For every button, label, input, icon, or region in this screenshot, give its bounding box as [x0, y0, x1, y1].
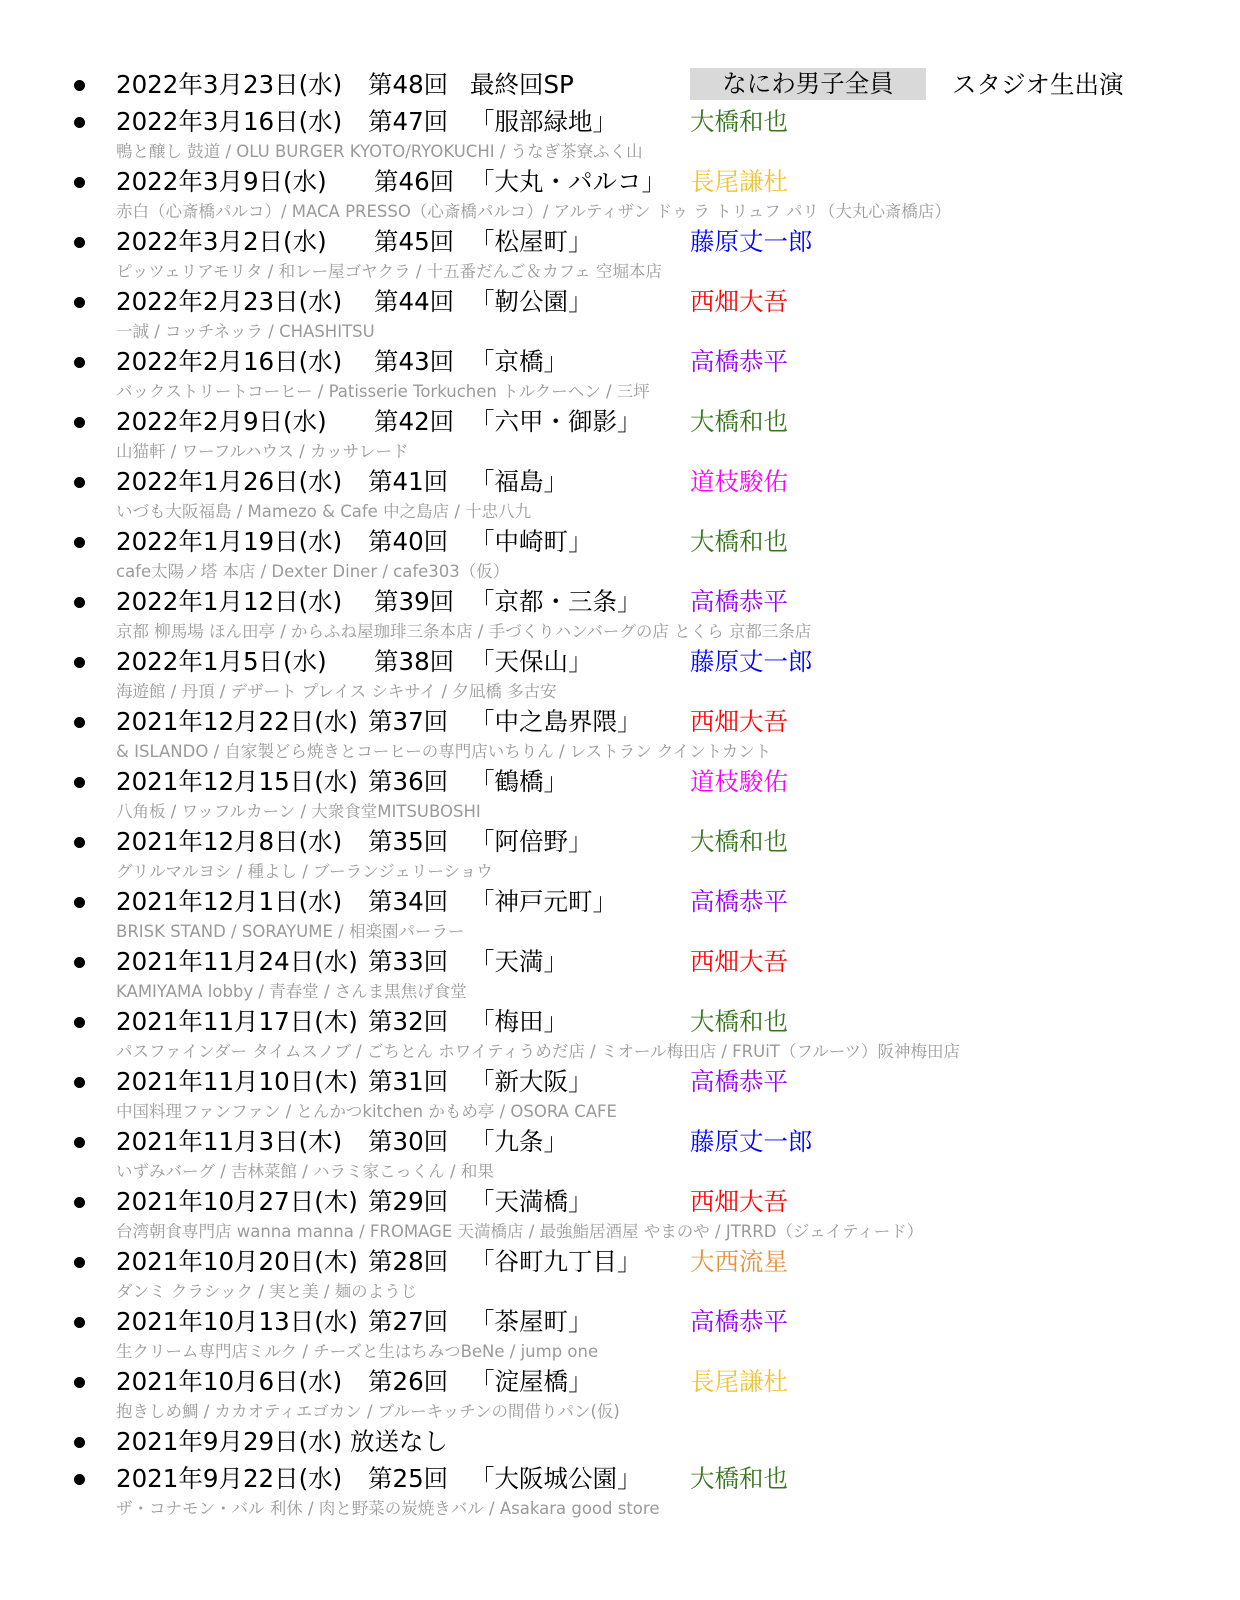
episode-number: 第29回 — [368, 1187, 449, 1216]
episode-main-line — [0, 163, 1240, 200]
bullet-icon — [74, 297, 85, 308]
episode-date: 2021年12月15日(水) — [116, 767, 358, 796]
episode-number: 第45回 — [374, 227, 455, 256]
episode-topic: 「九条」 — [470, 1127, 568, 1156]
episode-member: 長尾謙杜 — [690, 167, 788, 196]
bullet-icon — [74, 117, 85, 128]
episode-topic: 「中之島界隈」 — [470, 707, 642, 736]
episode-main-line — [0, 1123, 1240, 1160]
bullet-icon — [74, 1017, 85, 1028]
episode-topic: 「天満橋」 — [470, 1187, 593, 1216]
shop-list: 台湾朝食専門店 wanna manna / FROMAGE 天満橋店 / 最強鮨居酒屋 やまのや / JTRRD（ジェイティード） — [116, 1222, 924, 1241]
shop-list: & ISLANDO / 自家製どら焼きとコーヒーの専門店いちりん / レストラン クイントカント — [116, 742, 772, 761]
bullet-icon — [74, 837, 85, 848]
episode-main-line — [0, 283, 1240, 320]
episode-main-line — [0, 523, 1240, 560]
episode-topic: 「靭公園」 — [470, 287, 593, 316]
episode-number: 第41回 — [368, 467, 449, 496]
episode-topic: 最終回SP — [470, 70, 574, 99]
episode-member: 西畑大吾 — [690, 287, 788, 316]
episode-number: 第30回 — [368, 1127, 449, 1156]
episode-topic: 「淀屋橋」 — [470, 1367, 593, 1396]
episode-topic: 「六甲・御影」 — [470, 407, 642, 436]
episode-number: 第42回 — [374, 407, 455, 436]
episode-entry — [0, 1183, 1240, 1243]
episode-member: 西畑大吾 — [690, 707, 788, 736]
episode-date: 2022年3月16日(水) — [116, 107, 343, 136]
shop-list: ピッツェリアモリタ / 和レー屋ゴヤクラ / 十五番だんご＆カフェ 空堀本店 — [116, 262, 663, 281]
episode-member: 大橋和也 — [690, 107, 788, 136]
episode-entry — [0, 66, 1240, 103]
episode-main-line — [0, 583, 1240, 620]
episode-date: 2022年3月9日(水) — [116, 167, 327, 196]
episode-number: 第27回 — [368, 1307, 449, 1336]
episode-member: 高橋恭平 — [690, 347, 788, 376]
episode-topic: 「谷町九丁目」 — [470, 1247, 642, 1276]
bullet-icon — [74, 957, 85, 968]
bullet-icon — [74, 80, 85, 91]
shop-list: 赤白（心斎橋パルコ）/ MACA PRESSO（心斎橋パルコ）/ アルティザン ドゥ ラ トリュフ パリ（大丸心斎橋店） — [116, 202, 951, 221]
bullet-icon — [74, 1474, 85, 1485]
episode-number: 第38回 — [374, 647, 455, 676]
shop-list: 生クリーム専門店ミルク / チーズと生はちみつBeNe / jump one — [116, 1342, 599, 1361]
episode-number: 第48回 — [368, 70, 449, 99]
episode-entry — [0, 523, 1240, 583]
episode-topic: 「福島」 — [470, 467, 568, 496]
episode-number: 第28回 — [368, 1247, 449, 1276]
shop-list: パスファインダー タイムスノブ / ごちとん ホワイティうめだ店 / ミオール梅田店 / FRUiT（フルーツ）阪神梅田店 — [116, 1042, 961, 1061]
episode-main-line — [0, 403, 1240, 440]
episode-date: 2021年12月22日(水) — [116, 707, 358, 736]
episode-number: 第25回 — [368, 1464, 449, 1493]
episode-date: 2021年11月17日(木) — [116, 1007, 358, 1036]
episode-main-line — [0, 943, 1240, 980]
episode-entry — [0, 1123, 1240, 1183]
episode-number: 第40回 — [368, 527, 449, 556]
episode-member: 高橋恭平 — [690, 887, 788, 916]
episode-date: 2022年1月12日(水) — [116, 587, 343, 616]
bullet-icon — [74, 597, 85, 608]
episode-entry — [0, 763, 1240, 823]
bullet-icon — [74, 177, 85, 188]
episode-entry — [0, 283, 1240, 343]
episode-entry — [0, 583, 1240, 643]
episode-main-line — [0, 1243, 1240, 1280]
episode-main-line — [0, 703, 1240, 740]
bullet-icon — [74, 1437, 85, 1448]
episode-member: 藤原丈一郎 — [690, 227, 813, 256]
episode-topic: 「阿倍野」 — [470, 827, 593, 856]
shop-list: 鴨と醸し 鼓道 / OLU BURGER KYOTO/RYOKUCHI / うなぎ茶寮ふく山 — [116, 142, 643, 161]
episode-number: 第36回 — [368, 767, 449, 796]
episode-number: 第37回 — [368, 707, 449, 736]
bullet-icon — [74, 1257, 85, 1268]
bullet-icon — [74, 1317, 85, 1328]
episode-entry — [0, 1003, 1240, 1063]
episode-topic: 「天満」 — [470, 947, 568, 976]
shop-list: KAMIYAMA lobby / 青春堂 / さんま黒焦げ食堂 — [116, 982, 467, 1001]
episode-main-line — [0, 1063, 1240, 1100]
episode-main-line — [0, 1423, 1240, 1460]
episode-member: 道枝駿佑 — [690, 767, 788, 796]
episode-entry — [0, 223, 1240, 283]
episode-main-line — [0, 343, 1240, 380]
episode-main-line — [0, 1363, 1240, 1400]
episode-entry — [0, 1423, 1240, 1460]
episode-topic: 「新大阪」 — [470, 1067, 593, 1096]
episode-topic: 「鶴橋」 — [470, 767, 568, 796]
episode-topic: 「大阪城公園」 — [470, 1464, 642, 1493]
episode-number: 第39回 — [374, 587, 455, 616]
episode-date: 2022年1月19日(水) — [116, 527, 343, 556]
episode-number: 第43回 — [374, 347, 455, 376]
episode-main-line — [0, 66, 1240, 103]
bullet-icon — [74, 417, 85, 428]
episode-main-line — [0, 463, 1240, 500]
episode-date: 2021年11月10日(木) — [116, 1067, 358, 1096]
bullet-icon — [74, 1197, 85, 1208]
episode-number: 第32回 — [368, 1007, 449, 1036]
episode-date: 2021年9月22日(水) — [116, 1464, 343, 1493]
episode-topic: 「梅田」 — [470, 1007, 568, 1036]
episode-entry — [0, 463, 1240, 523]
episode-main-line — [0, 1303, 1240, 1340]
episode-date: 2022年2月23日(水) — [116, 287, 343, 316]
episode-number: 第26回 — [368, 1367, 449, 1396]
episode-entry — [0, 343, 1240, 403]
episode-member: 大西流星 — [690, 1247, 788, 1276]
episode-date: 2021年10月27日(木) — [116, 1187, 358, 1216]
episode-main-line — [0, 643, 1240, 680]
episode-number: 第44回 — [374, 287, 455, 316]
episode-date: 2021年11月3日(木) — [116, 1127, 343, 1156]
episode-entry — [0, 943, 1240, 1003]
episode-date: 2021年12月1日(水) — [116, 887, 343, 916]
episode-entry — [0, 1460, 1240, 1520]
shop-list: いづも大阪福島 / Mamezo & Cafe 中之島店 / 十忠八九 — [116, 502, 532, 521]
episode-member: 道枝駿佑 — [690, 467, 788, 496]
bullet-icon — [74, 477, 85, 488]
episode-date: 2022年1月5日(水) — [116, 647, 327, 676]
shop-list: グリルマルヨシ / 種よし / ブーランジェリーショウ — [116, 862, 493, 881]
episode-member: 大橋和也 — [690, 527, 788, 556]
bullet-icon — [74, 657, 85, 668]
shop-list: 抱きしめ鯛 / カカオティエゴカン / ブルーキッチンの間借りパン(仮) — [116, 1402, 620, 1421]
episode-member: なにわ男子全員 — [690, 68, 926, 100]
episode-list — [0, 66, 1240, 1520]
episode-member: 高橋恭平 — [690, 1307, 788, 1336]
bullet-icon — [74, 1137, 85, 1148]
episode-date: 2021年10月6日(水) — [116, 1367, 343, 1396]
episode-entry — [0, 1063, 1240, 1123]
episode-date: 2021年12月8日(水) — [116, 827, 343, 856]
episode-topic: 「京橋」 — [470, 347, 568, 376]
episode-main-line — [0, 223, 1240, 260]
shop-list: 京都 柳馬場 ほん田亭 / からふね屋珈琲三条本店 / 手づくりハンバーグの店 とくら 京都三条店 — [116, 622, 812, 641]
episode-topic: 「京都・三条」 — [470, 587, 642, 616]
episode-member: 大橋和也 — [690, 827, 788, 856]
episode-date: 2021年11月24日(水) — [116, 947, 358, 976]
shop-list: BRISK STAND / SORAYUME / 相楽園パーラー — [116, 922, 465, 941]
episode-date: 2021年10月13日(水) — [116, 1307, 358, 1336]
episode-entry — [0, 643, 1240, 703]
episode-date: 2022年1月26日(水) — [116, 467, 343, 496]
bullet-icon — [74, 537, 85, 548]
episode-date: 2022年2月9日(水) — [116, 407, 327, 436]
episode-topic: 「茶屋町」 — [470, 1307, 593, 1336]
episode-date: 2022年3月23日(水) — [116, 70, 343, 99]
shop-list: いずみバーグ / 吉林菜館 / ハラミ家こっくん / 和果 — [116, 1162, 494, 1181]
episode-entry — [0, 883, 1240, 943]
shop-list: 一誠 / コッチネッラ / CHASHITSU — [116, 322, 375, 341]
bullet-icon — [74, 357, 85, 368]
episode-member: 大橋和也 — [690, 1007, 788, 1036]
bullet-icon — [74, 1377, 85, 1388]
episode-topic: 「大丸・パルコ」 — [470, 167, 666, 196]
bullet-icon — [74, 237, 85, 248]
episode-date: 2021年9月29日(水) 放送なし — [116, 1427, 449, 1456]
episode-entry — [0, 103, 1240, 163]
episode-entry — [0, 703, 1240, 763]
episode-main-line — [0, 1183, 1240, 1220]
episode-member: 藤原丈一郎 — [690, 1127, 813, 1156]
episode-entry — [0, 1363, 1240, 1423]
episode-main-line — [0, 1460, 1240, 1497]
episode-member: 西畑大吾 — [690, 947, 788, 976]
episode-topic: 「天保山」 — [470, 647, 593, 676]
episode-number: 第34回 — [368, 887, 449, 916]
episode-entry — [0, 1303, 1240, 1363]
episode-member: 高橋恭平 — [690, 587, 788, 616]
episode-topic: 「服部緑地」 — [470, 107, 617, 136]
episode-main-line — [0, 883, 1240, 920]
bullet-icon — [74, 717, 85, 728]
episode-note: スタジオ生出演 — [952, 70, 1124, 99]
shop-list: 山猫軒 / ワーフルハウス / カッサレード — [116, 442, 409, 461]
episode-number: 第33回 — [368, 947, 449, 976]
episode-main-line — [0, 1003, 1240, 1040]
shop-list: 海遊館 / 丹頂 / デザート プレイス シキサイ / 夕凪橋 多古安 — [116, 682, 557, 701]
episode-number: 第47回 — [368, 107, 449, 136]
episode-member: 西畑大吾 — [690, 1187, 788, 1216]
episode-main-line — [0, 823, 1240, 860]
shop-list: cafe太陽ノ塔 本店 / Dexter Diner / cafe303（仮） — [116, 562, 510, 581]
episode-date: 2022年2月16日(水) — [116, 347, 343, 376]
episode-main-line — [0, 103, 1240, 140]
shop-list: ダンミ クラシック / 実と美 / 麺のようじ — [116, 1282, 418, 1301]
episode-date: 2021年10月20日(木) — [116, 1247, 358, 1276]
episode-topic: 「神戸元町」 — [470, 887, 617, 916]
episode-member: 大橋和也 — [690, 1464, 788, 1493]
episode-member: 藤原丈一郎 — [690, 647, 813, 676]
bullet-icon — [74, 897, 85, 908]
episode-member: 長尾謙杜 — [690, 1367, 788, 1396]
episode-number: 第46回 — [374, 167, 455, 196]
episode-number: 第31回 — [368, 1067, 449, 1096]
shop-list: バックストリートコーヒー / Patisserie Torkuchen トルクーヘン / 三坪 — [116, 382, 650, 401]
episode-topic: 「松屋町」 — [470, 227, 593, 256]
bullet-icon — [74, 1077, 85, 1088]
episode-entry — [0, 403, 1240, 463]
episode-member: 大橋和也 — [690, 407, 788, 436]
episode-topic: 「中崎町」 — [470, 527, 593, 556]
shop-list: 八角板 / ワッフルカーン / 大衆食堂MITSUBOSHI — [116, 802, 481, 821]
episode-number: 第35回 — [368, 827, 449, 856]
episode-member: 高橋恭平 — [690, 1067, 788, 1096]
episode-date: 2022年3月2日(水) — [116, 227, 327, 256]
episode-main-line — [0, 763, 1240, 800]
shop-list: ザ・コナモン・バル 利休 / 肉と野菜の炭焼きバル / Asakara good store — [116, 1499, 660, 1518]
episode-entry — [0, 163, 1240, 223]
bullet-icon — [74, 777, 85, 788]
shop-list: 中国料理ファンファン / とんかつkitchen かもめ亭 / OSORA CAFE — [116, 1102, 617, 1121]
episode-entry — [0, 1243, 1240, 1303]
episode-entry — [0, 823, 1240, 883]
